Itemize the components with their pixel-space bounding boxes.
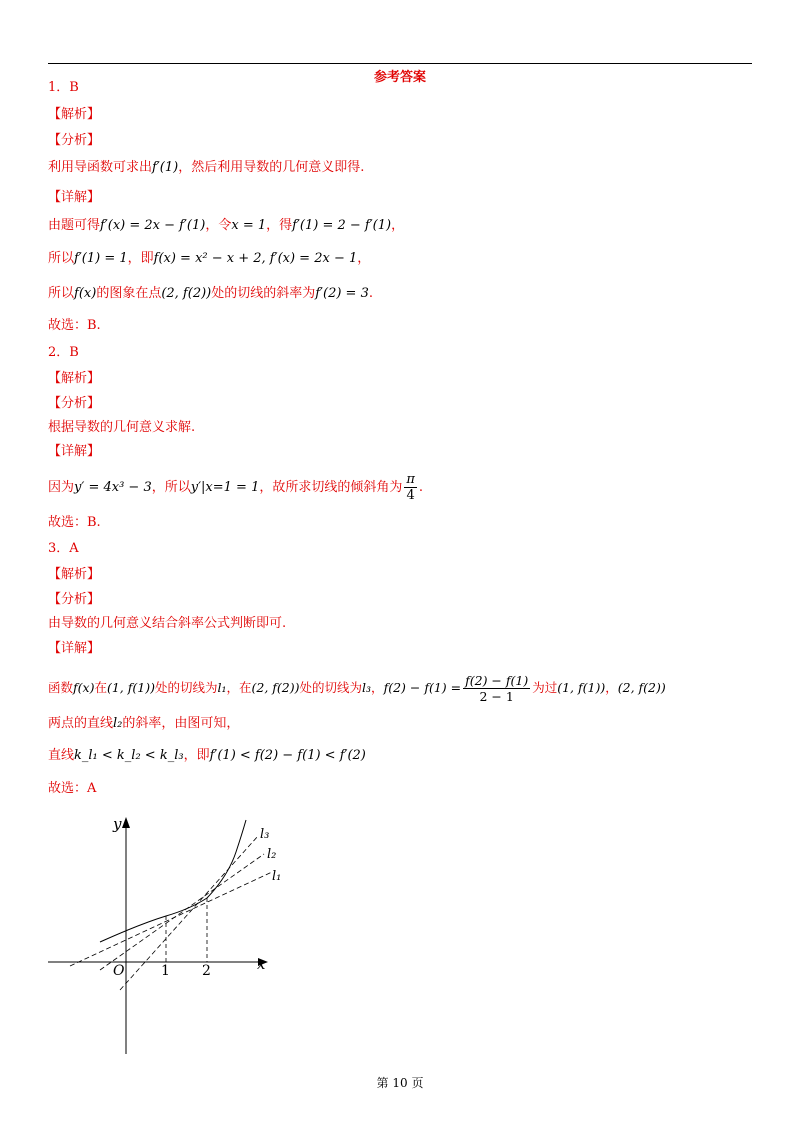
q3-fenxi-tag: 【分析】: [48, 592, 101, 607]
q2-answer: 故选：B.: [48, 515, 101, 530]
q2-fenxi-tag: 【分析】: [48, 396, 101, 411]
q1-analysis-tag: 【解析】: [48, 107, 101, 122]
tangent-line-l3: [120, 836, 258, 990]
fraction: $\frac{f(2) - f(1)}{2 - 1}$: [465, 673, 529, 704]
label-l3: l₃: [260, 827, 270, 842]
q3-analysis-tag: 【解析】: [48, 567, 101, 582]
q3-detail-line-2: 两点的直线l₂的斜率，由图可知，: [48, 716, 240, 731]
label-l1: l₁: [272, 869, 282, 884]
y-axis-label: y: [113, 815, 122, 833]
origin-label: O: [113, 963, 125, 979]
q1-number: 1．B: [48, 80, 79, 95]
tangent-line-l1: [70, 872, 272, 966]
q2-number: 2．B: [48, 345, 79, 360]
q1-detail-line-3: 所以f(x)的图象在点(2, f(2))处的切线的斜率为f′(2) = 3.: [48, 286, 373, 301]
tangent-lines-figure: [40, 812, 300, 1062]
secant-line-l2: [100, 854, 264, 970]
q3-number: 3．A: [48, 541, 79, 556]
q3-detail-line-1: 函数f(x)在(1, f(1))处的切线为l₁，在(2, f(2))处的切线为l₃，f(2) − f(1) = $\frac{f(2) - f(1)}{2 - 1}$ 为过(1, f(1))，(2, f(2)): [48, 673, 666, 704]
q2-detail-line-1: 因为y′ = 4x³ − 3，所以y′|x=1 = 1，故所求切线的倾斜角为 $\frac{\pi}{4}$ .: [48, 472, 424, 503]
page-title: 参考答案: [373, 70, 426, 85]
q1-answer: 故选：B.: [48, 318, 101, 333]
q1-fenxi-tag: 【分析】: [48, 133, 101, 148]
q2-analysis-tag: 【解析】: [48, 371, 101, 386]
q2-detail-tag: 【详解】: [48, 444, 101, 459]
math-expression: f′(1): [152, 160, 179, 175]
label-l2: l₂: [267, 847, 277, 862]
tick-label-1: 1: [161, 963, 170, 979]
q3-fenxi-text: 由导数的几何意义结合斜率公式判断即可.: [48, 616, 287, 631]
q1-fenxi-text: 利用导函数可求出f′(1)，然后利用导数的几何意义即得.: [48, 160, 365, 175]
q3-detail-tag: 【详解】: [48, 641, 101, 656]
q1-detail-line-2: 所以f′(1) = 1，即f(x) = x² − x + 2, f′(x) = 2x − 1，: [48, 251, 371, 266]
fraction: $\frac{\pi}{4}$: [406, 472, 415, 503]
q3-detail-line-3: 直线k_l₁ < k_l₂ < k_l₃，即f′(1) < f(2) − f(1) < f′(2): [48, 748, 366, 763]
q2-fenxi-text: 根据导数的几何意义求解.: [48, 420, 196, 435]
tick-label-2: 2: [202, 963, 211, 979]
q1-detail-line-1: 由题可得f′(x) = 2x − f′(1)，令x = 1，得f′(1) = 2 − f′(1)，: [48, 218, 405, 233]
x-axis-label: x: [257, 955, 266, 973]
y-axis-arrow: [122, 817, 130, 828]
page-number: 第 10 页: [376, 1076, 424, 1090]
function-curve: [100, 820, 246, 942]
q1-detail-tag: 【详解】: [48, 190, 101, 205]
header-rule: [48, 63, 752, 64]
q3-answer: 故选：A: [48, 781, 97, 796]
